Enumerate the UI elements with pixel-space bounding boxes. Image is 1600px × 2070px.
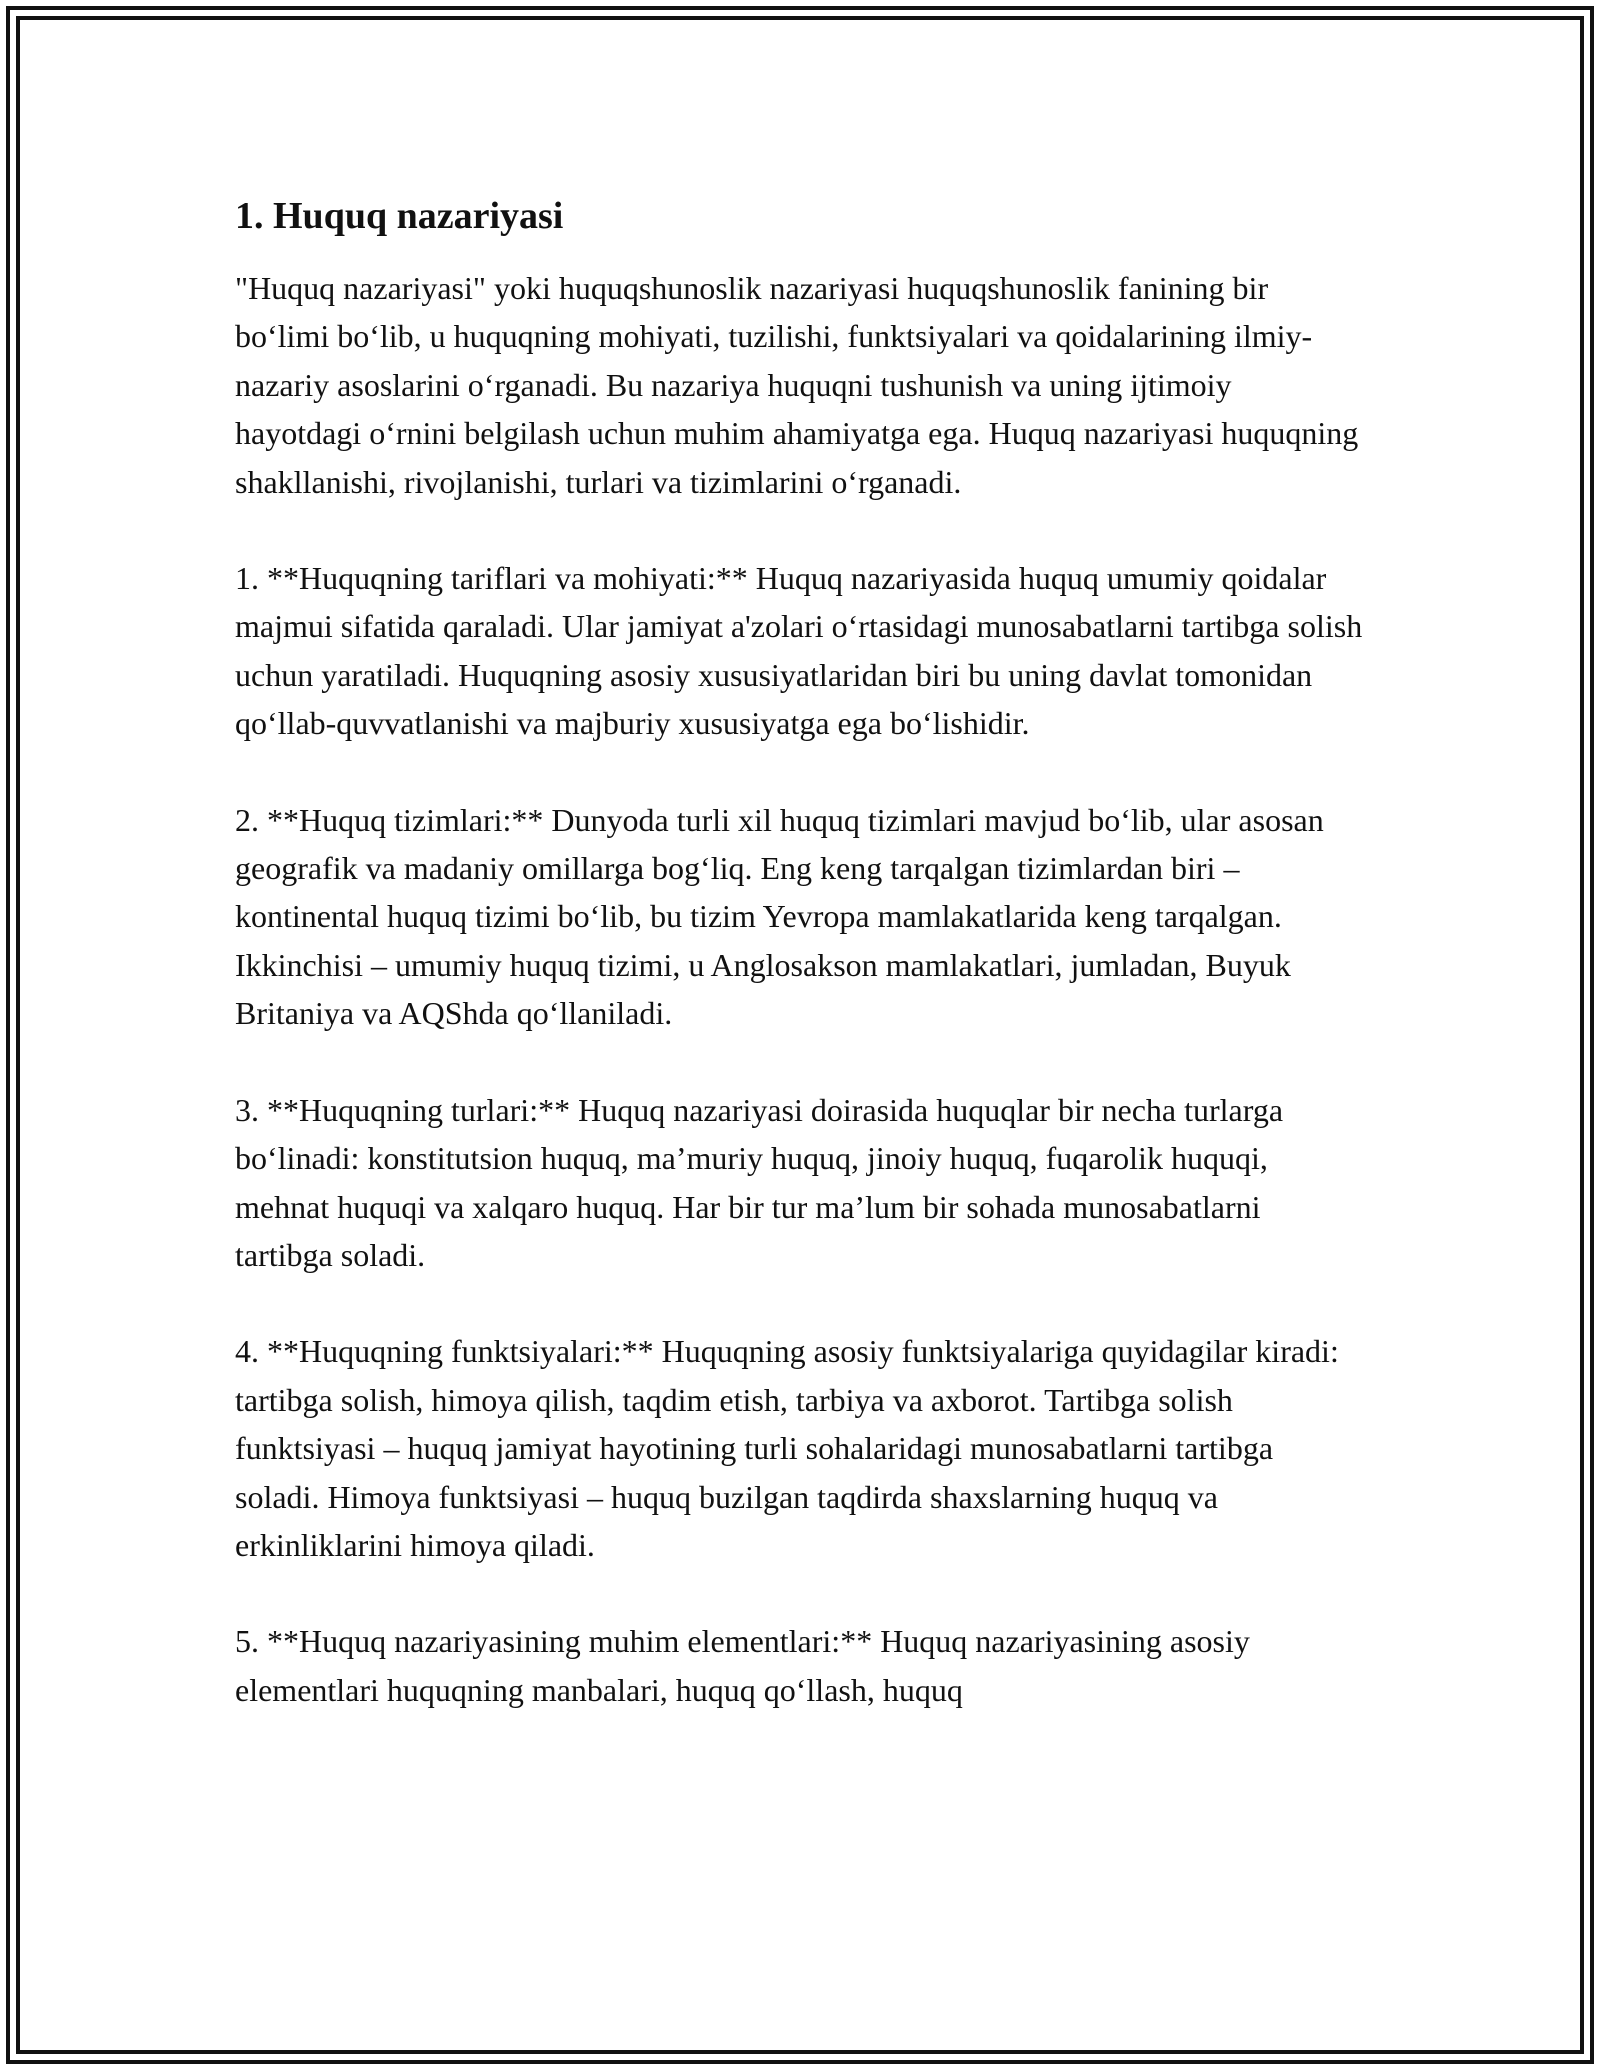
section-5-paragraph: 5. **Huquq nazariyasining muhim elementlari:** Huquq nazariyasining asosiy elementlari huquqning manbalari, huquq qoʻllash, huquq — [235, 1623, 1250, 1708]
intro-paragraph: "Huquq nazariyasi" yoki huquqshunoslik nazariyasi huquqshunoslik fanining bir boʻlimi boʻlib, u huquqning mohiyati, tuzilishi, funktsiyalari va qoidalarining ilmiy-nazariy asoslarini oʻrganadi. Bu nazariya huquqni tushunish va uning ijtimoiy hayotdagi oʻrnini belgilash uchun muhim ahamiyatga ega. Huquq nazariyasi huquqning shakllanishi, rivojlanishi, turlari va tizimlarini oʻrganadi. — [235, 270, 1359, 500]
document-title: 1. Huquq nazariyasi — [235, 195, 564, 237]
section-1-paragraph: 1. **Huquqning tariflari va mohiyati:** Huquq nazariyasida huquq umumiy qoidalar majmui sifatida qaraladi. Ular jamiyat a'zolari oʻrtasidagi munosabatlarni tartibga solish uchun yaratiladi. Huquqning asosiy xususiyatlaridan biri bu uning davlat tomonidan qoʻllab-quvvatlanishi va majburiy xususiyatga ega boʻlishidir. — [235, 560, 1363, 742]
section-4-paragraph: 4. **Huquqning funktsiyalari:** Huquqning asosiy funktsiyalariga quyidagilar kiradi: tartibga solish, himoya qilish, taqdim etish, tarbiya va axborot. Tartibga solish funktsiyasi – huquq jamiyat hayotining turli sohalaridagi munosabatlarni tartibga soladi. Himoya funktsiyasi – huquq buzilgan taqdirda shaxslarning huquq va erkinliklarini himoya qiladi. — [235, 1333, 1339, 1563]
section-3-paragraph: 3. **Huquqning turlari:** Huquq nazariyasi doirasida huquqlar bir necha turlarga boʻlinadi: konstitutsion huquq, maʼmuriy huquq, jinoiy huquq, fuqarolik huquqi, mehnat huquqi va xalqaro huquq. Har bir tur maʼlum bir sohada munosabatlarni tartibga soladi. — [235, 1091, 1284, 1273]
document-body — [235, 188, 1365, 1714]
section-2-paragraph: 2. **Huquq tizimlari:** Dunyoda turli xil huquq tizimlari mavjud boʻlib, ular asosan geografik va madaniy omillarga bogʻliq. Eng keng tarqalgan tizimlardan biri – kontinental huquq tizimi boʻlib, bu tizim Yevropa mamlakatlarida keng tarqalgan. Ikkinchisi – umumiy huquq tizimi, u Anglosakson mamlakatlari, jumladan, Buyuk Britaniya va AQShda qoʻllaniladi. — [235, 801, 1324, 1032]
